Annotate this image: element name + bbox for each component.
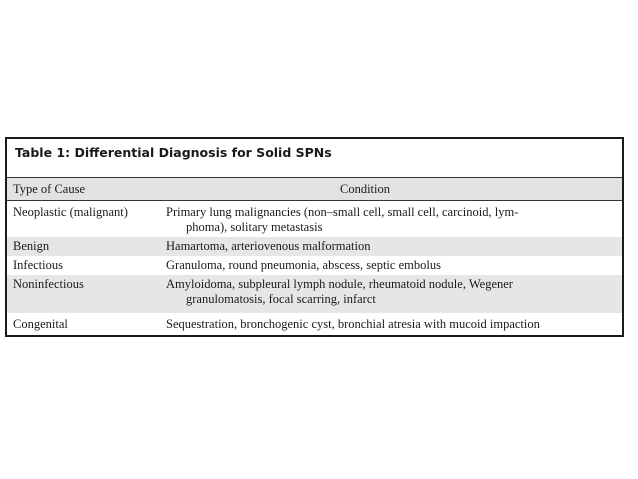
table-header-row bbox=[7, 177, 622, 201]
table-row bbox=[7, 275, 622, 313]
condition-line: Primary lung malignancies (non–small cell, small cell, carcinoid, lym- bbox=[166, 205, 519, 219]
table-row bbox=[7, 256, 622, 275]
row-type: Congenital bbox=[13, 317, 68, 331]
condition-line-continued: phoma), solitary metastasis bbox=[186, 220, 323, 234]
row-type: Neoplastic (malignant) bbox=[13, 205, 128, 219]
row-condition bbox=[166, 258, 618, 273]
condition-line: Sequestration, bronchogenic cyst, bronchial atresia with mucoid impaction bbox=[166, 317, 540, 331]
table-title: Table 1: Differential Diagnosis for Solid SPNs bbox=[15, 145, 332, 160]
row-condition bbox=[166, 317, 618, 332]
table-row bbox=[7, 237, 622, 256]
condition-line-continued: granulomatosis, focal scarring, infarct bbox=[186, 292, 376, 306]
header-condition: Condition bbox=[340, 182, 391, 196]
row-condition bbox=[166, 205, 618, 235]
condition-line: Hamartoma, arteriovenous malformation bbox=[166, 239, 371, 253]
condition-line: Amyloidoma, subpleural lymph nodule, rheumatoid nodule, Wegener bbox=[166, 277, 513, 291]
row-type: Benign bbox=[13, 239, 50, 253]
diagnosis-table bbox=[5, 137, 624, 337]
row-type: Noninfectious bbox=[13, 277, 84, 291]
row-type: Infectious bbox=[13, 258, 63, 272]
header-type-of-cause: Type of Cause bbox=[13, 182, 86, 196]
condition-line: Granuloma, round pneumonia, abscess, septic embolus bbox=[166, 258, 441, 272]
table-row bbox=[7, 203, 622, 237]
table-row bbox=[7, 315, 622, 334]
row-condition bbox=[166, 277, 618, 307]
row-condition bbox=[166, 239, 618, 254]
